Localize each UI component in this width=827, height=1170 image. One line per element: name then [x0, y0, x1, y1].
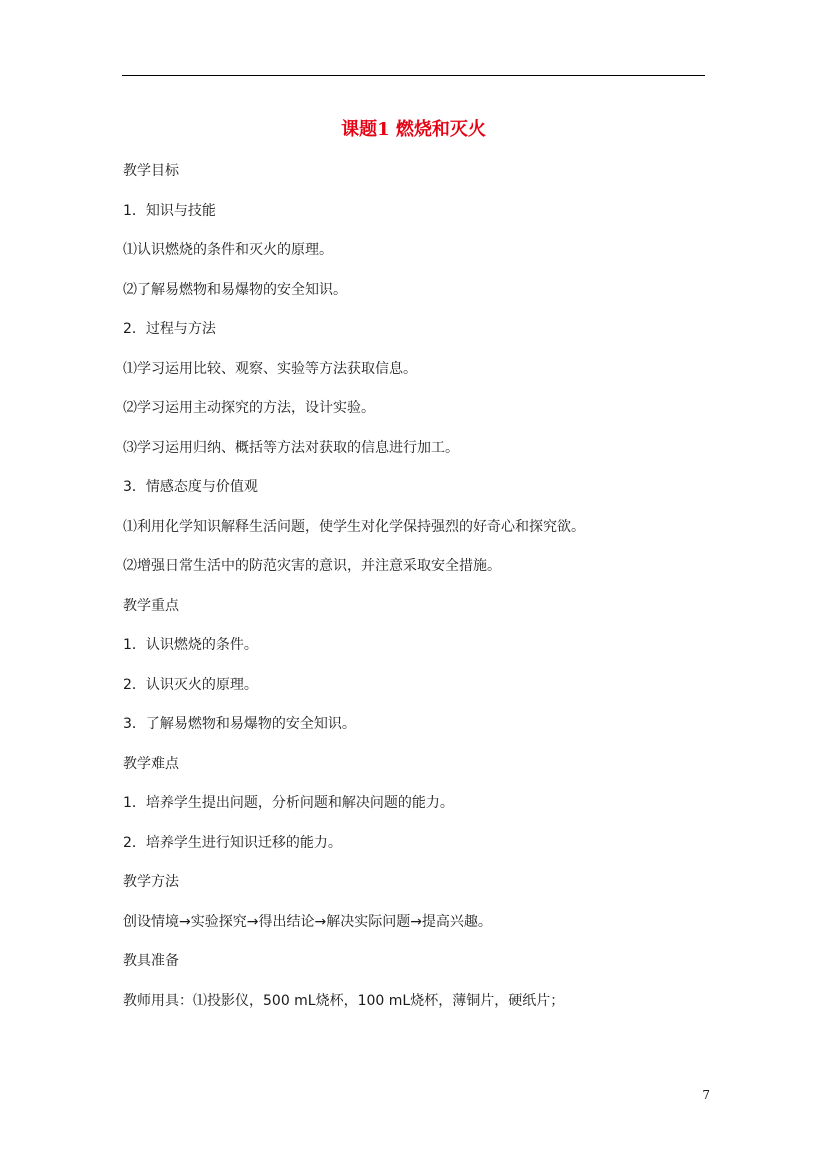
list-item: 2．认识灭火的原理。: [123, 676, 258, 693]
list-item: ⑴学习运用比较、观察、实验等方法获取信息。: [123, 360, 417, 377]
method-flow-text: 创设情境→实验探究→得出结论→解决实际问题→提高兴趣。: [123, 913, 492, 930]
list-item: 1．认识燃烧的条件。: [123, 637, 258, 653]
list-item: 2．培养学生进行知识迁移的能力。: [123, 834, 342, 851]
list-item: ⑵学习运用主动探究的方法，设计实验。: [123, 400, 375, 416]
list-item: ⑶学习运用归纳、概括等方法对获取的信息进行加工。: [123, 439, 459, 456]
document-body: [123, 161, 723, 1030]
list-item: ⑴认识燃烧的条件和灭火的原理。: [123, 242, 333, 258]
section-heading-difficulties: 教学难点: [123, 755, 179, 772]
list-item: 3．了解易燃物和易爆物的安全知识。: [123, 716, 356, 732]
section-heading-methods: 教学方法: [123, 874, 179, 890]
subheading-process-methods: 2．过程与方法: [123, 321, 216, 337]
list-item: ⑵了解易燃物和易爆物的安全知识。: [123, 281, 347, 298]
list-item: ⑴利用化学知识解释生活问题，使学生对化学保持强烈的好奇心和探究欲。: [123, 518, 585, 535]
list-item: 1．培养学生提出问题，分析问题和解决问题的能力。: [123, 795, 454, 811]
subheading-knowledge-skills: 1．知识与技能: [123, 202, 216, 219]
subheading-attitudes-values: 3．情感态度与价值观: [123, 479, 258, 495]
section-heading-objectives: 教学目标: [123, 163, 179, 179]
teacher-materials-text: 教师用具：⑴投影仪，500 mL烧杯，100 mL烧杯，薄铜片，硬纸片；: [123, 992, 565, 1009]
section-heading-key-points: 教学重点: [123, 597, 179, 614]
list-item: ⑵增强日常生活中的防范灾害的意识，并注意采取安全措施。: [123, 558, 501, 574]
page-number: 7: [702, 1088, 710, 1102]
page-title: 课题1 燃烧和灭火: [341, 119, 486, 140]
section-heading-materials: 教具准备: [123, 953, 179, 969]
header-rule: [122, 75, 705, 76]
